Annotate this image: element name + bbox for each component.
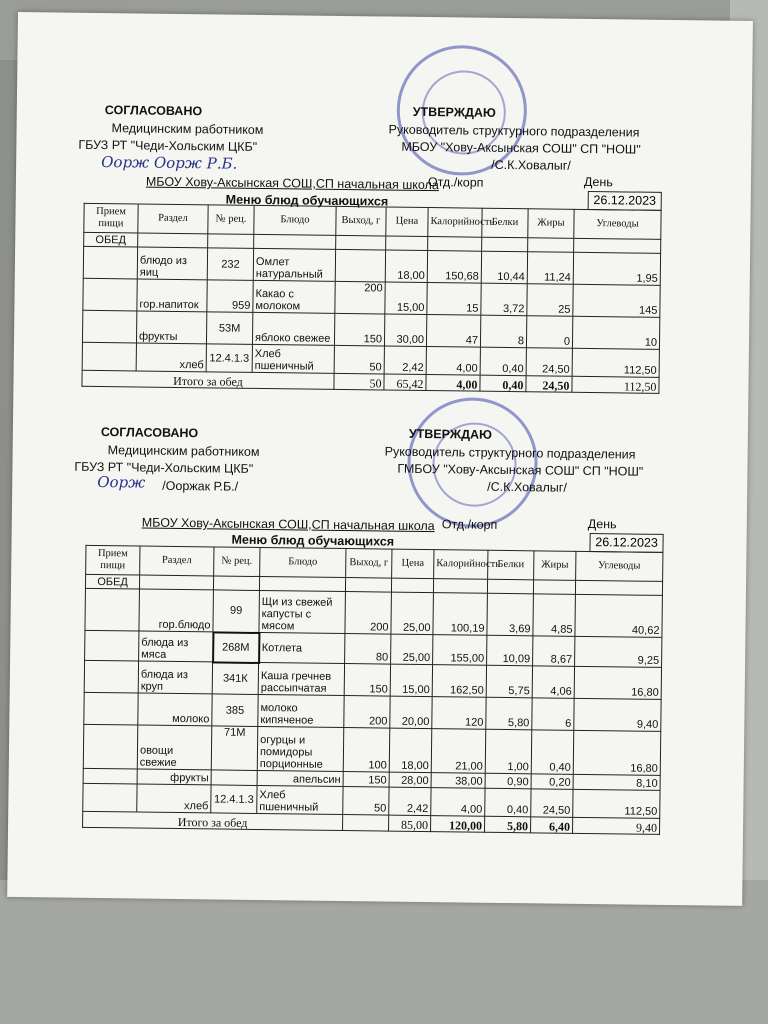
header-carbs: Углеводы	[576, 551, 663, 581]
row-dish: огурцы и помидоры порционные	[257, 726, 344, 771]
row-output: 200	[335, 281, 385, 314]
row-fats: 25	[527, 284, 573, 317]
row-calories: 47	[426, 315, 480, 348]
row-proteins: 0,90	[485, 773, 531, 789]
header-price: Цена	[392, 549, 434, 579]
row-price: 25,00	[391, 634, 433, 665]
row-calories: 4,00	[426, 347, 480, 376]
row-calories: 38,00	[431, 773, 485, 789]
approval-left-heading: СОГЛАСОВАНО	[100, 425, 199, 441]
total-proteins: 0,40	[480, 375, 526, 392]
row-calories: 15	[427, 283, 481, 316]
total-label: Итого за обед	[82, 370, 334, 389]
row-fats: 11,24	[527, 252, 573, 285]
row-price: 18,00	[385, 250, 427, 283]
row-calories: 100,19	[433, 593, 488, 636]
row-carbs: 16,80	[574, 666, 661, 699]
row-output: 200	[344, 696, 390, 729]
row-dish: Хлеб пшеничный	[257, 785, 343, 814]
approval-left-line1: Медицинским работником	[107, 443, 260, 459]
row-output: 200	[345, 592, 392, 635]
header-calories: Калорийность	[428, 208, 482, 238]
approval-left-signature-line: /Ооржак Р.Б./	[162, 478, 239, 494]
row-calories: 155,00	[433, 635, 487, 666]
row-output: 50	[334, 345, 384, 374]
row-section: овощи свежие	[137, 725, 212, 770]
row-fats: 0,20	[531, 774, 573, 790]
row-recipe: 341К	[212, 662, 258, 695]
row-output: 150	[334, 313, 384, 346]
row-dish: яблоко свежее	[252, 312, 334, 345]
school-name: МБОУ Хову-Аксынская СОШ,СП начальная школа	[145, 174, 439, 193]
header-section: Раздел	[138, 204, 208, 234]
row-output	[335, 249, 385, 282]
row-recipe	[211, 770, 257, 786]
total-output	[343, 815, 389, 832]
row-proteins: 3,72	[481, 283, 527, 316]
row-section: блюдо из яиц	[137, 247, 207, 280]
row-price: 25,00	[391, 592, 434, 635]
school-name: МБОУ Хову-Аксынская СОШ,СП начальная школа	[141, 515, 435, 534]
row-recipe: 232	[207, 248, 253, 281]
row-recipe: 71М	[211, 726, 258, 771]
row-proteins: 0,40	[480, 347, 526, 376]
header-fats: Жиры	[528, 209, 574, 239]
row-carbs: 145	[573, 284, 660, 317]
header-recipe-number: № рец.	[208, 205, 254, 235]
row-proteins: 10,09	[487, 635, 533, 666]
row-fats: 0	[526, 316, 572, 349]
menu-date: 26.12.2023	[589, 533, 663, 553]
row-dish: молоко кипяченое	[258, 694, 344, 727]
approval-right-line2: ГМБОУ "Хову-Аксынская СОШ" СП "НОШ"	[397, 461, 644, 479]
row-price: 28,00	[389, 772, 431, 788]
row-output: 80	[345, 634, 391, 665]
meal-label: ОБЕД	[84, 232, 138, 247]
menu-table	[82, 545, 663, 835]
approval-left-line2: ГБУЗ РТ "Чеди-Хольским ЦКБ"	[78, 137, 258, 154]
header-proteins: Белки	[482, 208, 528, 238]
department-label: Отд./корп	[441, 517, 498, 532]
row-section: фрукты	[136, 311, 206, 344]
header-recipe-number: № рец.	[214, 547, 260, 577]
row-recipe: 99	[213, 590, 260, 633]
row-output: 100	[343, 728, 390, 773]
total-fats: 24,50	[526, 376, 572, 393]
row-carbs: 40,62	[575, 594, 663, 637]
row-proteins: 8	[480, 315, 526, 348]
row-dish: Каша гречнев рассыпчатая	[258, 662, 344, 695]
total-price: 65,42	[384, 374, 426, 391]
row-price: 2,42	[384, 346, 426, 375]
row-recipe: 385	[212, 694, 258, 727]
row-carbs: 9,40	[574, 698, 661, 731]
row-dish: Какао с молоком	[253, 280, 335, 313]
row-calories: 162,50	[432, 665, 486, 698]
row-section: гор.напиток	[137, 279, 207, 312]
row-section: гор.блюдо	[139, 589, 214, 632]
approval-right-signature-line: /С.К.Ховалыг/	[491, 157, 571, 173]
row-dish: Омлет натуральный	[253, 248, 335, 281]
row-price: 20,00	[390, 696, 432, 729]
menu-block-2	[8, 402, 748, 851]
row-fats: 8,67	[533, 636, 575, 667]
header-dish: Блюдо	[260, 547, 346, 577]
row-recipe: 959	[207, 280, 253, 313]
row-recipe: 12.4.1.3	[206, 344, 252, 373]
row-output: 50	[343, 787, 389, 816]
row-calories: 4,00	[431, 788, 485, 817]
row-fats: 24,50	[526, 348, 572, 377]
meal-label: ОБЕД	[85, 574, 139, 589]
department-label: Отд./корп	[427, 175, 484, 190]
row-fats: 24,50	[531, 789, 573, 818]
approval-right-line1: Руководитель структурного подразделения	[388, 122, 640, 140]
header-dish: Блюдо	[254, 205, 336, 235]
row-recipe: 12.4.1.3	[211, 785, 257, 814]
row-dish: Котлета	[259, 632, 345, 663]
row-dish: Щи из свежей капусты с мясом	[259, 590, 346, 633]
row-price: 30,00	[384, 314, 426, 347]
row-fats: 4,85	[533, 594, 576, 637]
row-dish: Хлеб пшеничный	[252, 344, 334, 373]
row-dish: апельсин	[257, 770, 343, 786]
approval-left-heading: СОГЛАСОВАНО	[104, 103, 203, 119]
day-label: День	[583, 174, 613, 190]
row-carbs: 112,50	[572, 348, 659, 377]
header-meal: Прием пищи	[84, 203, 138, 233]
header-output: Выход, г	[336, 206, 386, 236]
row-calories: 21,00	[431, 729, 486, 774]
signature-medical-worker: Оорж Оорж Р.Б.	[101, 153, 238, 173]
row-section: блюда из мяса	[139, 631, 213, 662]
row-recipe: 53М	[206, 312, 252, 345]
row-section: фрукты	[137, 769, 211, 785]
row-price: 18,00	[389, 728, 432, 773]
row-proteins: 0,40	[485, 788, 531, 817]
approval-right-heading: УТВЕРЖДАЮ	[412, 104, 496, 120]
total-carbs: 112,50	[572, 376, 659, 393]
row-carbs: 112,50	[573, 789, 660, 818]
day-label: День	[587, 516, 617, 532]
row-carbs: 9,25	[575, 636, 662, 667]
row-price: 15,00	[385, 282, 427, 315]
approval-left-line2: ГБУЗ РТ "Чеди-Хольским ЦКБ"	[74, 459, 254, 476]
row-section: молоко	[138, 693, 212, 726]
header-meal: Прием пищи	[86, 545, 140, 575]
row-proteins: 1,00	[485, 729, 532, 774]
signature-medical-worker: Оорж	[97, 473, 146, 492]
header-proteins: Белки	[488, 550, 534, 580]
menu-title: Меню блюд обучающихся	[231, 532, 395, 549]
total-fats: 6,40	[531, 817, 573, 834]
row-fats: 6	[532, 698, 574, 731]
row-carbs: 8,10	[573, 774, 660, 790]
row-proteins: 5,80	[486, 697, 532, 730]
header-section: Раздел	[140, 546, 214, 576]
row-fats: 0,40	[531, 730, 574, 775]
total-label: Итого за обед	[83, 811, 343, 830]
header-fats: Жиры	[534, 551, 576, 581]
approval-right-signature-line: /С.К.Ховалыг/	[487, 479, 567, 495]
menu-title: Меню блюд обучающихся	[225, 192, 389, 209]
row-calories: 150,68	[427, 251, 481, 284]
row-carbs: 16,80	[573, 730, 661, 775]
row-carbs: 10	[572, 316, 659, 349]
row-proteins: 10,44	[481, 251, 527, 284]
approval-right-line2: МБОУ "Хову-Аксынская СОШ" СП "НОШ"	[401, 139, 641, 157]
row-section: блюда из круп	[138, 661, 212, 694]
table-row	[83, 724, 660, 775]
row-output: 150	[344, 664, 390, 697]
row-calories: 120	[432, 697, 486, 730]
menu-date: 26.12.2023	[588, 191, 662, 211]
total-carbs: 9,40	[573, 817, 660, 834]
header-carbs: Углеводы	[574, 209, 661, 239]
menu-document	[7, 12, 753, 906]
total-output: 50	[334, 373, 384, 390]
menu-table	[81, 203, 661, 394]
row-recipe: 268М	[213, 632, 259, 663]
approval-left-line1: Медицинским работником	[111, 121, 264, 138]
row-price: 2,42	[389, 787, 431, 816]
row-price: 15,00	[390, 664, 432, 697]
approval-right-line1: Руководитель структурного подразделения	[384, 444, 636, 462]
row-proteins: 5,75	[486, 665, 532, 698]
header-calories: Калорийность	[434, 550, 488, 580]
row-proteins: 3,69	[487, 593, 534, 636]
row-output: 150	[343, 772, 389, 788]
row-carbs: 1,95	[573, 252, 660, 285]
table-row	[85, 588, 662, 637]
total-proteins: 5,80	[485, 816, 531, 833]
header-output: Выход, г	[346, 549, 392, 579]
approval-right-heading: УТВЕРЖДАЮ	[408, 426, 493, 442]
header-price: Цена	[386, 207, 428, 237]
total-calories: 4,00	[426, 375, 480, 392]
total-price: 85,00	[389, 815, 431, 832]
row-section: хлеб	[136, 343, 206, 372]
row-section: хлеб	[137, 784, 211, 813]
total-calories: 120,00	[431, 816, 485, 833]
row-fats: 4,06	[532, 666, 574, 699]
